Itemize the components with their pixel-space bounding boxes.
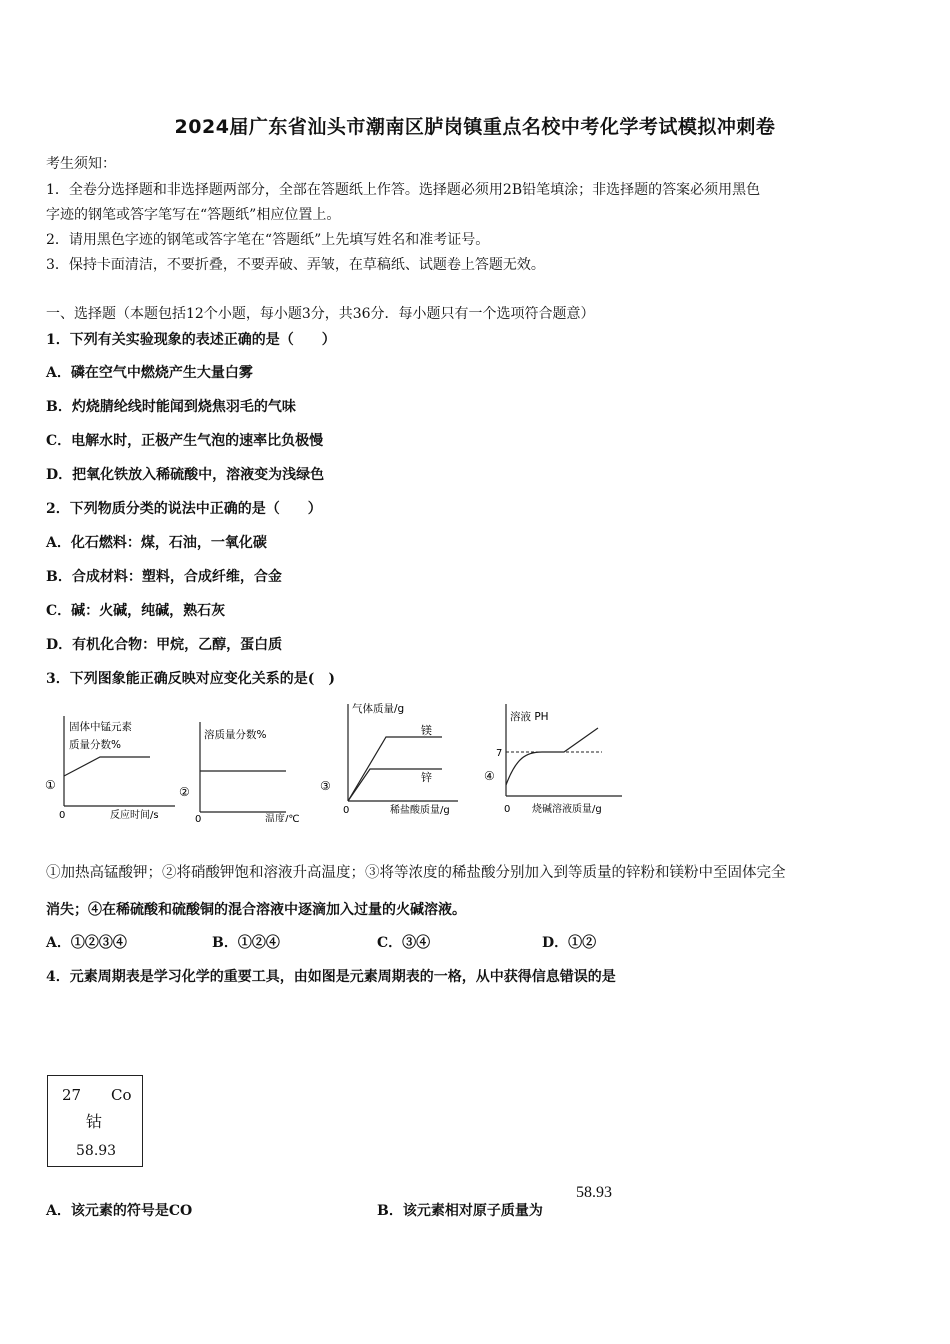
element-symbol: Co xyxy=(111,1086,132,1104)
section-heading: 一、选择题（本题包括12个小题，每小题3分，共36分．每小题只有一个选项符合题意） xyxy=(46,306,595,322)
question-2-stem: 2．下列物质分类的说法中正确的是（ ） xyxy=(46,501,322,517)
question-1-stem: 1．下列有关实验现象的表述正确的是（ ） xyxy=(46,332,336,348)
question-1-option-a[interactable]: A．磷在空气中燃烧产生大量白雾 xyxy=(46,365,253,381)
graph-4-ylabel: 溶液 PH xyxy=(510,711,549,723)
graph-3-number: ③ xyxy=(320,779,331,793)
element-mass: 58.93 xyxy=(76,1143,117,1159)
question-3-option-d[interactable]: D．①② xyxy=(542,935,597,951)
question-4-option-b[interactable]: B．该元素相对原子质量为 xyxy=(377,1203,543,1219)
graph-1-curve xyxy=(64,757,150,776)
graph-3-xlabel: 稀盐酸质量/g xyxy=(390,805,450,816)
graph-1-origin: 0 xyxy=(59,810,66,821)
graph-3 xyxy=(318,700,478,824)
question-2-option-b[interactable]: B．合成材料：塑料，合成纤维，合金 xyxy=(46,569,282,585)
page-title: 2024届广东省汕头市潮南区胪岗镇重点名校中考化学考试模拟冲刺卷 xyxy=(174,116,776,138)
question-1-option-c[interactable]: C．电解水时，正极产生气泡的速率比负极慢 xyxy=(46,433,324,449)
notice-item: 1．全卷分选择题和非选择题两部分，全部在答题纸上作答。选择题必须用2B铅笔填涂；非选择题的答案必须用黑色 xyxy=(46,182,761,198)
notice-item: 2．请用黑色字迹的钢笔或答字笔在“答题纸”上先填写姓名和准考证号。 xyxy=(46,232,490,248)
question-3-description: ①加热高锰酸钾；②将硝酸钾饱和溶液升高温度；③将等浓度的稀盐酸分别加入到等质量的锌粉和镁粉中至固体完全 xyxy=(46,865,786,881)
question-1-option-d[interactable]: D．把氧化铁放入稀硫酸中，溶液变为浅绿色 xyxy=(46,467,325,483)
graph-4-tick: 7 xyxy=(496,748,503,759)
notice-item: 字迹的钢笔或答字笔写在“答题纸”相应位置上。 xyxy=(46,207,341,223)
question-3-option-a[interactable]: A．①②③④ xyxy=(46,935,127,951)
graph-4-origin: 0 xyxy=(504,804,511,815)
graph-4-number: ④ xyxy=(484,769,495,783)
graph-3-origin: 0 xyxy=(343,805,350,816)
graph-2-number: ② xyxy=(179,785,190,799)
question-1-option-b[interactable]: B．灼烧腈纶线时能闻到烧焦羽毛的气味 xyxy=(46,399,296,415)
graph-1 xyxy=(40,712,180,826)
question-4-option-a[interactable]: A．该元素的符号是CO xyxy=(46,1203,193,1219)
question-3-option-b[interactable]: B．①②④ xyxy=(212,935,280,951)
notice-heading: 考生须知： xyxy=(46,156,116,172)
question-2-option-a[interactable]: A．化石燃料：煤，石油，一氧化碳 xyxy=(46,535,267,551)
graph-1-ylabel: 质量分数% xyxy=(69,739,121,751)
question-2-option-c[interactable]: C．碱：火碱，纯碱，熟石灰 xyxy=(46,603,226,619)
question-3-option-c[interactable]: C．③④ xyxy=(377,935,431,951)
graph-4-curve xyxy=(506,728,598,785)
graph-1-xlabel: 反应时间/s xyxy=(110,810,159,821)
element-name: 钴 xyxy=(86,1112,103,1131)
notice-item: 3．保持卡面清洁，不要折叠，不要弄破、弄皱，在草稿纸、试题卷上答题无效。 xyxy=(46,257,545,273)
graph-2-xlabel: 温度/℃ xyxy=(265,814,300,822)
graph-2-ylabel: 溶质量分数% xyxy=(204,729,267,741)
question-3-stem: 3．下列图象能正确反映对应变化关系的是( ) xyxy=(46,671,335,687)
question-3-description: 消失；④在稀硫酸和硫酸铜的混合溶液中逐滴加入过量的火碱溶液。 xyxy=(46,902,466,918)
graph-2-origin: 0 xyxy=(195,814,202,822)
graph-2 xyxy=(176,712,316,826)
element-atomic-number: 27 xyxy=(62,1086,82,1104)
graph-1-ylabel: 固体中锰元素 xyxy=(69,721,132,733)
element-cell xyxy=(47,1075,143,1167)
question-4-stem: 4．元素周期表是学习化学的重要工具，由如图是元素周期表的一格，从中获得信息错误的是 xyxy=(46,969,616,985)
question-4-option-b-value: 58.93 xyxy=(576,1184,612,1201)
graph-4-xlabel: 烧碱溶液质量/g xyxy=(532,804,602,815)
graph-3-series-1-label: 镁 xyxy=(421,724,432,737)
question-2-option-d[interactable]: D．有机化合物：甲烷，乙醇，蛋白质 xyxy=(46,637,283,653)
graph-3-ylabel: 气体质量/g xyxy=(352,703,405,715)
graph-4 xyxy=(482,700,632,824)
graph-3-series-2-label: 锌 xyxy=(421,771,432,784)
graph-1-number: ① xyxy=(45,778,56,792)
